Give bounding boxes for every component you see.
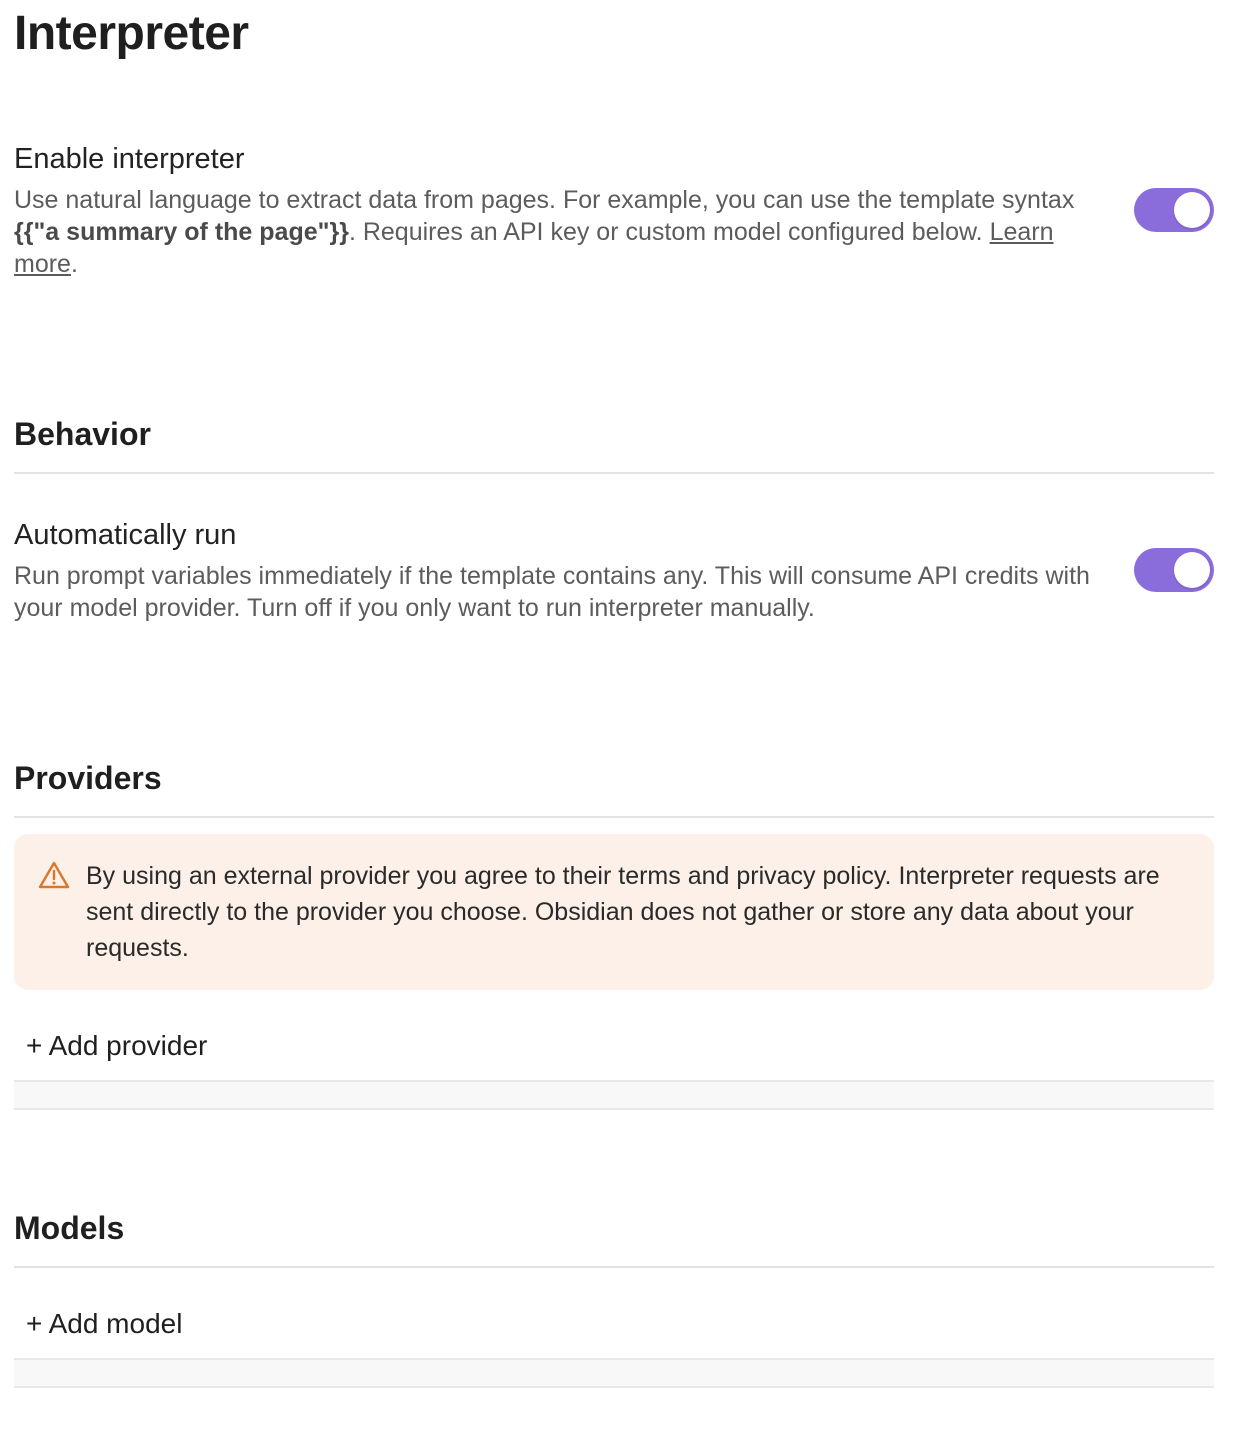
setting-name: Enable interpreter (14, 143, 245, 175)
toggle-knob (1174, 552, 1210, 588)
provider-warning-callout (14, 834, 1214, 990)
setting-automatically-run (14, 516, 1214, 624)
models-list (14, 1360, 1214, 1388)
section-heading-providers: Providers (14, 758, 1214, 818)
models-add-row (14, 1296, 1214, 1360)
setting-name: Automatically run (14, 519, 237, 551)
automatically-run-toggle[interactable] (1134, 548, 1214, 592)
template-syntax-example: {{"a summary of the page"}} (14, 218, 349, 246)
add-model-button[interactable]: + Add model (26, 1308, 183, 1339)
section-heading-models: Models (14, 1208, 1214, 1268)
setting-description (14, 184, 1094, 280)
desc-text: Use natural language to extract data from pages. For example, you can use the template syntax (14, 186, 1075, 214)
setting-enable-interpreter (14, 140, 1214, 280)
warning-triangle-icon (38, 860, 70, 890)
providers-add-row (14, 1018, 1214, 1082)
page-title: Interpreter (14, 7, 249, 60)
add-provider-button[interactable]: + Add provider (26, 1030, 208, 1061)
desc-text: . Requires an API key or custom model configured below. (348, 218, 990, 246)
enable-interpreter-toggle[interactable] (1134, 188, 1214, 232)
desc-text: . (70, 250, 78, 278)
warning-text: By using an external provider you agree to their terms and privacy policy. Interpreter requests are sent directly to the provider you choose. Obsidian does not gather or store any data about your requests. (86, 862, 1160, 962)
providers-list (14, 1082, 1214, 1110)
toggle-knob (1174, 192, 1210, 228)
section-heading-behavior: Behavior (14, 414, 1214, 474)
learn-more-link[interactable]: Learn more (14, 218, 1054, 278)
setting-description: Run prompt variables immediately if the template contains any. This will consume API credits with your model provider. Turn off if you only want to run interpreter manually. (14, 562, 1090, 622)
